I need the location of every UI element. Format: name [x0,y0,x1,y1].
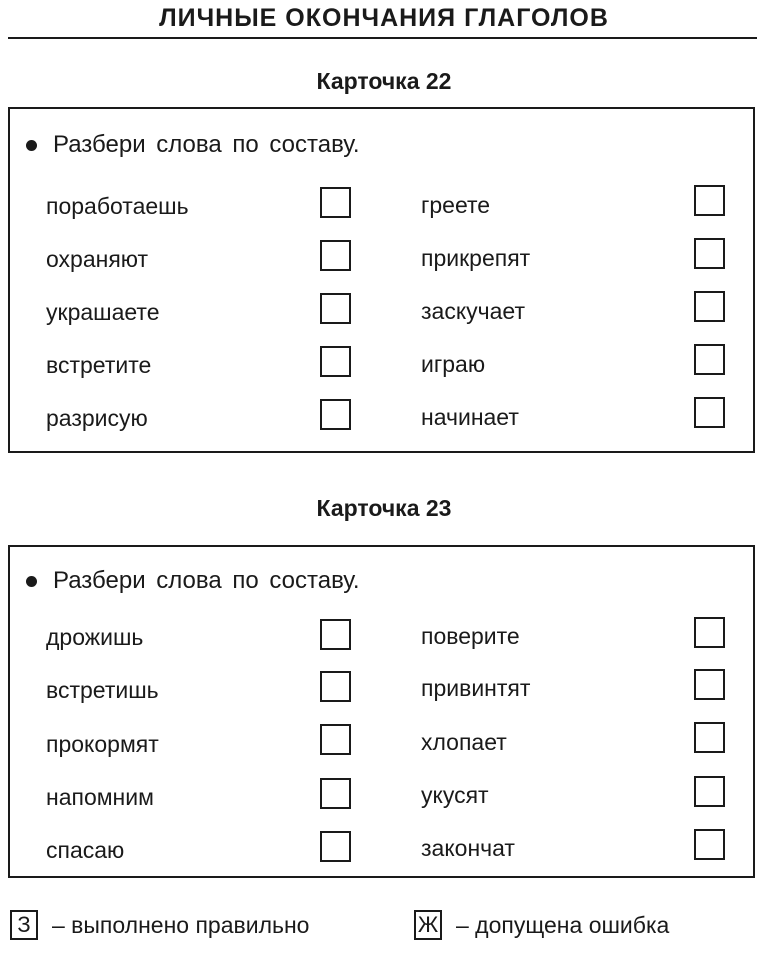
instruction-text: Разбери слова по составу. [53,567,360,594]
checkbox-left-1[interactable] [320,187,351,218]
checkbox-left-5[interactable] [320,831,351,862]
legend-correct [10,910,309,940]
checkbox-right-4[interactable] [694,776,725,807]
word-right-3: заскучает [421,298,525,324]
word-right-5: закончат [421,835,515,861]
checkbox-left-3[interactable] [320,293,351,324]
card-23-instruction [26,567,360,595]
card-22-box [8,107,755,453]
word-right-2: прикрепят [421,245,531,271]
word-right-1: поверите [421,623,520,649]
title-divider [8,37,757,39]
checkbox-left-2[interactable] [320,671,351,702]
word-left-1: дрожишь [46,624,144,650]
card-22-title: Карточка 22 [316,68,452,94]
word-left-3: украшаете [46,299,160,325]
checkbox-left-3[interactable] [320,724,351,755]
legend-error-key: Ж [414,910,442,940]
instruction-text: Разбери слова по составу. [53,131,360,158]
card-23-box [8,545,755,878]
checkbox-right-3[interactable] [694,722,725,753]
checkbox-right-2[interactable] [694,669,725,700]
checkbox-left-4[interactable] [320,346,351,377]
checkbox-left-4[interactable] [320,778,351,809]
word-left-1: поработаешь [46,193,189,219]
checkbox-right-5[interactable] [694,397,725,428]
word-left-5: разрисую [46,405,148,431]
checkbox-right-3[interactable] [694,291,725,322]
legend-correct-text: – выполнено правильно [52,911,310,938]
checkbox-right-1[interactable] [694,617,725,648]
word-right-4: играю [421,351,486,377]
word-right-2: привинтят [421,675,531,701]
word-right-3: хлопает [421,729,507,755]
checkbox-left-2[interactable] [320,240,351,271]
page-title: ЛИЧНЫЕ ОКОНЧАНИЯ ГЛАГОЛОВ [159,4,609,32]
checkbox-left-5[interactable] [320,399,351,430]
checkbox-right-1[interactable] [694,185,725,216]
checkbox-right-4[interactable] [694,344,725,375]
checkbox-right-2[interactable] [694,238,725,269]
legend-error [414,910,669,940]
word-left-2: встретишь [46,677,159,703]
bullet-icon [26,576,37,587]
bullet-icon [26,140,37,151]
legend-correct-key: З [10,910,38,940]
checkbox-right-5[interactable] [694,829,725,860]
card-22-instruction [26,131,360,159]
word-left-3: прокормят [46,731,159,757]
word-right-1: греете [421,192,491,218]
word-left-4: напомним [46,784,154,810]
word-right-4: укусят [421,782,489,808]
word-left-4: встретите [46,352,152,378]
word-left-5: спасаю [46,837,125,863]
card-23-title: Карточка 23 [316,495,452,521]
word-right-5: начинает [421,404,519,430]
word-left-2: охраняют [46,246,149,272]
legend-error-text: – допущена ошибка [456,911,670,938]
checkbox-left-1[interactable] [320,619,351,650]
